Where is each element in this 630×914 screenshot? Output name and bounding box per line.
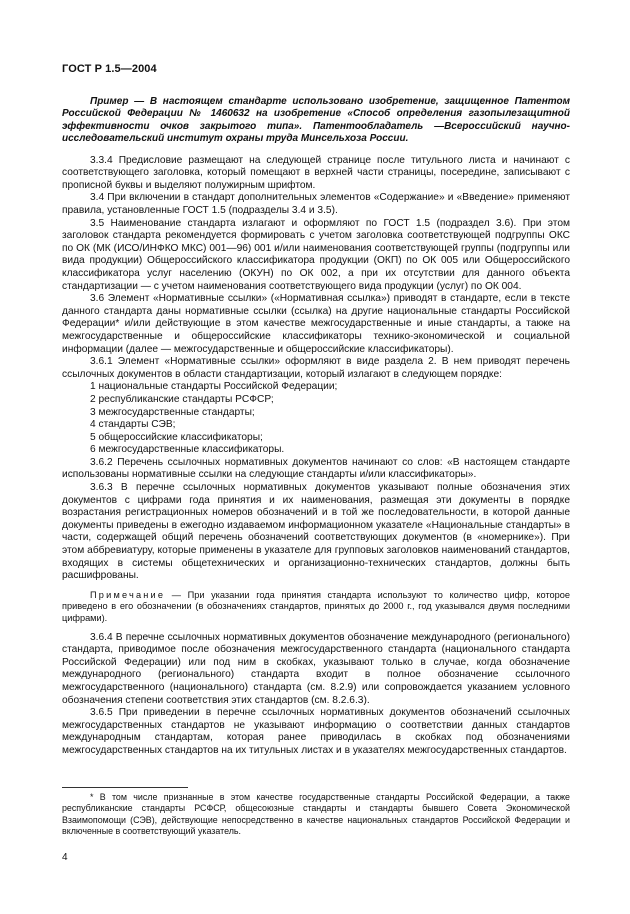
paragraph-3-6-4: 3.6.4 В перечне ссылочных нормативных документов обозначение международного (регионального) стандарта, приводимое после обозначения межгосударственного стандарта (национального стандарта Российской Федерации) или под ним в скобках, указывают только в случае, когда обозначение международного (регионального) стандарта входит в полное обозначение ссылочного межгосударственного (национального) стандарта (см. 8.2.9) или сопровождается указанием условного обозначения степени соответствия этих стандартов (см. 8.2.6.3). xyxy=(62,631,570,706)
page-number: 4 xyxy=(62,852,68,863)
paragraph-3-6-3: 3.6.3 В перечне ссылочных нормативных документов указывают полные обозначения этих документов с цифрами года принятия и их наименования, размещая эти документы в порядке возрастания регистрационных номеров обозначений и в той же последовательности, в которой данные документы приведены в ежегодно издаваемом информационном указателе «Национальные стандарты» в части, содержащей общий перечень обозначений соответствующих документов (в «номернике»). При этом аббревиатуру, которые применены в указателе для групповых заголовков наименований стандартов, входящих в системы общетехнических и организационно-технических стандартов, должны быть расшифрованы. xyxy=(62,482,570,582)
list-item: 1 национальные стандарты Российской Федерации; xyxy=(90,381,338,393)
note-paragraph xyxy=(62,590,570,625)
list-item: 3 межгосударственные стандарты; xyxy=(90,406,255,418)
paragraph-3-6-2: 3.6.2 Перечень ссылочных нормативных документов начинают со слов: «В настоящем стандарте использованы нормативные ссылки на следующие стандарты и/или классификаторы». xyxy=(62,456,570,481)
note-label: Примечание xyxy=(90,589,166,600)
paragraph-3-5: 3.5 Наименование стандарта излагают и оформляют по ГОСТ 1.5 (подраздел 3.6). При этом заголовок стандарта рекомендуется формировать с учетом заголовка соответствующей подгруппы ОКС по ОК (МК (ИСО/ИНФКО МКС) 001—96) 001 и/или наименования соответствующей группы (подгруппы или вида продукции) Общероссийского классификатора продукции (ОКП) по ОК 005 или Общероссийского классификатора услуг населению (ОКУН) по ОК 002, а при их отсутствии для данного объекта стандартизации — с учетом наименования соответствующего вида продукции (услуг) по ОК 004. xyxy=(62,217,570,292)
list-item: 2 республиканские стандарты РСФСР; xyxy=(90,393,274,405)
page-header-doc-id: ГОСТ Р 1.5—2004 xyxy=(62,63,157,75)
page-body xyxy=(62,96,570,758)
footnote-separator xyxy=(62,787,188,788)
reference-order-list xyxy=(62,381,570,457)
footnote: * В том числе признанные в этом качестве государственные стандарты Российской Федерации, а также республиканские стандарты РСФСР, общесоюзные стандарты и стандарты бывшего Совета Экономической Взаимопомощи (СЭВ), действующие непосредственно в качестве национальных стандартов Российской Федерации и включенные в соответствующий указатель. xyxy=(62,792,570,837)
example-paragraph: Пример — В настоящем стандарте использовано изобретение, защищенное Патентом Российской Федерации № 1460632 на изобретение «Способ определения газопылезащитной эффективности очков закрытого типа». Патентообладатель —Всероссийский научно-исследовательский институт охраны труда Минсельхоза России. xyxy=(62,96,570,145)
paragraph-3-3-4: 3.3.4 Предисловие размещают на следующей странице после титульного листа и начинают с соответствующего заголовка, который помещают в верхней части страницы, посередине, записывают с прописной буквы и выделяют полужирным шрифтом. xyxy=(62,154,570,191)
list-item: 6 межгосударственные классификаторы. xyxy=(90,444,285,456)
paragraph-3-6-5: 3.6.5 При приведении в перечне ссылочных нормативных документов обозначений ссылочных межгосударственных стандартов не указывают информацию о соответствии данных стандартов международным стандартам, которая ранее приводилась в скобках под обозначениями межгосударственных стандартов на их титульных листах и в указателях межгосударственных стандартов. xyxy=(62,707,570,756)
paragraph-3-4: 3.4 При включении в стандарт дополнительных элементов «Содержание» и «Введение» применяют правила, установленные ГОСТ 1.5 (подразделы 3.4 и 3.5). xyxy=(62,192,570,216)
paragraph-3-6-1: 3.6.1 Элемент «Нормативные ссылки» оформляют в виде раздела 2. В нем приводят перечень ссылочных документов в области стандартизации, который излагают в следующем порядке: xyxy=(62,356,570,380)
list-item: 4 стандарты СЭВ; xyxy=(90,419,176,431)
note-text: — При указании года принятия стандарта используют то количество цифр, которое приведено в его обозначении (в обозначениях стандартов, принятых до 2000 г., год указывался двумя последними цифрами). xyxy=(62,589,570,623)
paragraph-3-6: 3.6 Элемент «Нормативные ссылки» («Нормативная ссылка») приводят в стандарте, если в тексте данного стандарта даны нормативные ссылки (ссылка) на другие национальные стандарты Российской Федерации* и/или действующие в этом качестве межгосударственные и иные стандарты, а также на межгосударственные и общероссийские классификаторы технико-экономической и социальной информации (далее — межгосударственные и общероссийские классификаторы). xyxy=(62,293,570,355)
list-item: 5 общероссийские классификаторы; xyxy=(90,431,263,443)
